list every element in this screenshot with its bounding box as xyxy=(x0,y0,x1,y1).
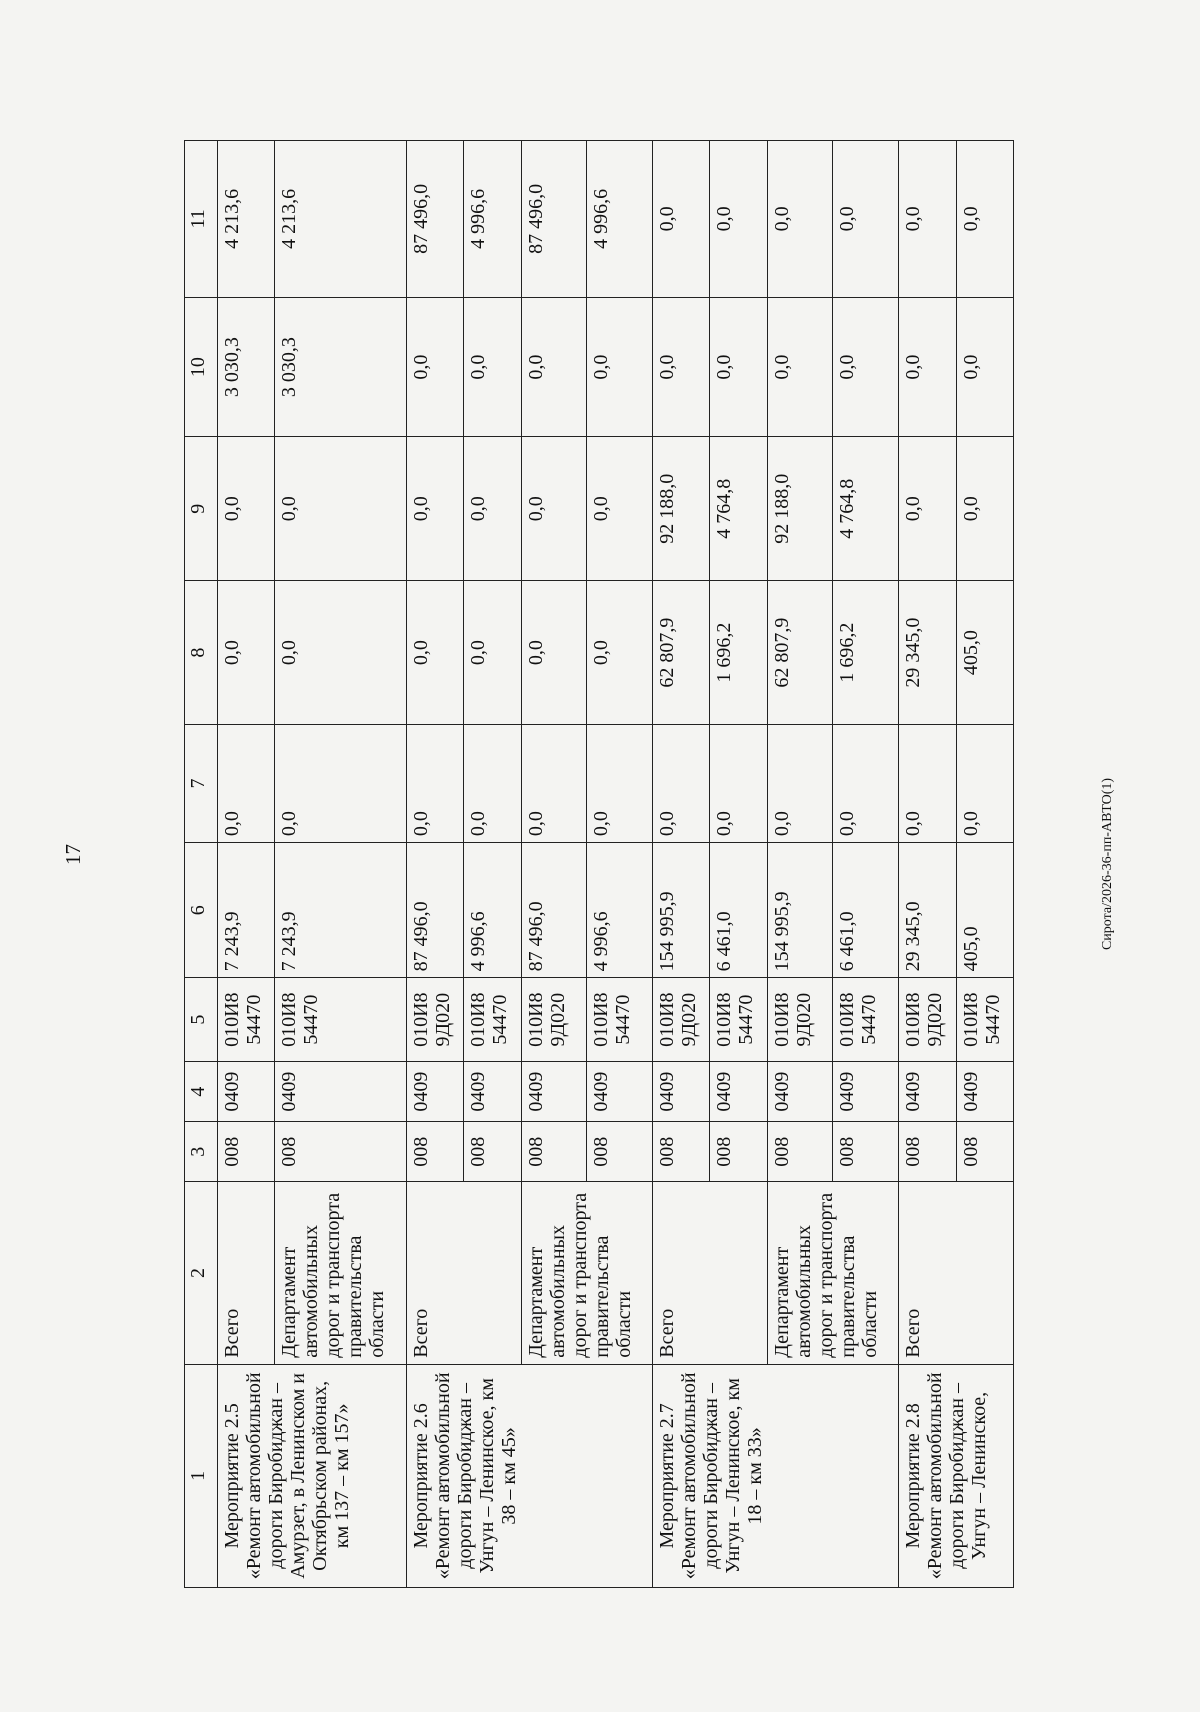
cell: 0,0 xyxy=(406,724,463,842)
executor: Департамент автомобильных дорог и транспорта правительства области xyxy=(767,1182,899,1364)
cell: 010И8 9Д020 xyxy=(653,978,710,1062)
cell: 0,0 xyxy=(275,724,407,842)
cell: 0,0 xyxy=(956,297,1013,437)
table-row xyxy=(218,141,275,1588)
cell: 87 496,0 xyxy=(406,843,463,978)
cell: 0,0 xyxy=(587,724,653,842)
col-header-6: 6 xyxy=(185,843,218,978)
cell: 3 030,3 xyxy=(218,297,275,437)
measure-name: Мероприятие 2.6 «Ремонт автомобильной дороги Биробиджан – Унгун – Ленинское, км 38 – км 45» xyxy=(406,1364,652,1587)
cell: 0,0 xyxy=(521,724,587,842)
cell: 0,0 xyxy=(710,724,767,842)
cell: 0,0 xyxy=(710,297,767,437)
cell: 0,0 xyxy=(767,724,833,842)
cell: 0,0 xyxy=(899,437,956,581)
cell: 0,0 xyxy=(275,437,407,581)
measure-name: Мероприятие 2.8 «Ремонт автомобильной дороги Биробиджан – Унгун – Ленинское, xyxy=(899,1364,1014,1587)
executor: Департамент автомобильных дорог и транспорта правительства области xyxy=(521,1182,653,1364)
cell: 010И8 9Д020 xyxy=(767,978,833,1062)
cell: 0,0 xyxy=(956,141,1013,298)
header-row xyxy=(185,141,218,1588)
cell: 0,0 xyxy=(710,141,767,298)
col-header-1: 1 xyxy=(185,1364,218,1587)
cell: 4 213,6 xyxy=(218,141,275,298)
cell: 0,0 xyxy=(587,437,653,581)
cell: 0,0 xyxy=(406,581,463,725)
cell: 0409 xyxy=(710,1062,767,1122)
cell: 0409 xyxy=(767,1062,833,1122)
cell: 008 xyxy=(464,1122,521,1182)
cell: 008 xyxy=(653,1122,710,1182)
table-row xyxy=(653,141,710,1588)
col-header-11: 11 xyxy=(185,141,218,298)
measure-name: Мероприятие 2.5 «Ремонт автомобильной дороги Биробиджан – Амурзет, в Ленинском и Октябрьском районах, км 137 – км 157» xyxy=(218,1364,407,1587)
executor: Всего xyxy=(899,1182,1014,1364)
cell: 008 xyxy=(899,1122,956,1182)
cell: 0,0 xyxy=(218,724,275,842)
table-row xyxy=(406,141,463,1588)
cell: 0,0 xyxy=(587,297,653,437)
cell: 0409 xyxy=(406,1062,463,1122)
cell: 92 188,0 xyxy=(767,437,833,581)
cell: 0,0 xyxy=(464,437,521,581)
cell: 0,0 xyxy=(521,297,587,437)
cell: 0,0 xyxy=(956,437,1013,581)
cell: 29 345,0 xyxy=(899,843,956,978)
cell: 4 996,6 xyxy=(464,843,521,978)
cell: 7 243,9 xyxy=(218,843,275,978)
cell: 008 xyxy=(406,1122,463,1182)
cell: 0,0 xyxy=(956,724,1013,842)
cell: 010И8 54470 xyxy=(275,978,407,1062)
cell: 7 243,9 xyxy=(275,843,407,978)
cell: 0,0 xyxy=(218,581,275,725)
cell: 4 996,6 xyxy=(587,141,653,298)
cell: 87 496,0 xyxy=(406,141,463,298)
cell: 0,0 xyxy=(464,724,521,842)
cell: 87 496,0 xyxy=(521,843,587,978)
cell: 0,0 xyxy=(521,581,587,725)
executor: Департамент автомобильных дорог и транспорта правительства области xyxy=(275,1182,407,1364)
cell: 0409 xyxy=(218,1062,275,1122)
col-header-5: 5 xyxy=(185,978,218,1062)
footer-doc-code: Сирота/2026-36-пп-АВТО(1) xyxy=(1100,777,1116,951)
cell: 008 xyxy=(521,1122,587,1182)
rotated-table-wrapper xyxy=(184,140,1014,1588)
cell: 0,0 xyxy=(587,581,653,725)
cell: 0,0 xyxy=(218,437,275,581)
cell: 4 213,6 xyxy=(275,141,407,298)
table-row xyxy=(899,141,956,1588)
cell: 0409 xyxy=(275,1062,407,1122)
cell: 0,0 xyxy=(899,141,956,298)
cell: 0,0 xyxy=(767,297,833,437)
cell: 010И8 54470 xyxy=(833,978,899,1062)
cell: 62 807,9 xyxy=(767,581,833,725)
cell: 87 496,0 xyxy=(521,141,587,298)
measure-name: Мероприятие 2.7 «Ремонт автомобильной дороги Биробиджан – Унгун – Ленинское, км 18 – км 33» xyxy=(653,1364,899,1587)
cell: 92 188,0 xyxy=(653,437,710,581)
executor: Всего xyxy=(218,1182,275,1364)
cell: 010И8 9Д020 xyxy=(521,978,587,1062)
budget-table xyxy=(184,140,1014,1588)
cell: 405,0 xyxy=(956,843,1013,978)
cell: 0,0 xyxy=(899,297,956,437)
cell: 010И8 54470 xyxy=(218,978,275,1062)
cell: 4 764,8 xyxy=(833,437,899,581)
cell: 0,0 xyxy=(275,581,407,725)
cell: 0,0 xyxy=(406,437,463,581)
cell: 0,0 xyxy=(833,724,899,842)
cell: 0,0 xyxy=(653,724,710,842)
cell: 008 xyxy=(767,1122,833,1182)
cell: 008 xyxy=(710,1122,767,1182)
cell: 0409 xyxy=(899,1062,956,1122)
cell: 010И8 54470 xyxy=(956,978,1013,1062)
col-header-4: 4 xyxy=(185,1062,218,1122)
cell: 0409 xyxy=(521,1062,587,1122)
cell: 154 995,9 xyxy=(767,843,833,978)
cell: 4 996,6 xyxy=(464,141,521,298)
col-header-8: 8 xyxy=(185,581,218,725)
cell: 0,0 xyxy=(521,437,587,581)
cell: 010И8 54470 xyxy=(587,978,653,1062)
cell: 0,0 xyxy=(464,581,521,725)
cell: 29 345,0 xyxy=(899,581,956,725)
cell: 4 996,6 xyxy=(587,843,653,978)
cell: 4 764,8 xyxy=(710,437,767,581)
cell: 0409 xyxy=(956,1062,1013,1122)
cell: 010И8 9Д020 xyxy=(899,978,956,1062)
cell: 0,0 xyxy=(833,141,899,298)
cell: 0,0 xyxy=(653,141,710,298)
cell: 008 xyxy=(833,1122,899,1182)
cell: 0,0 xyxy=(464,297,521,437)
cell: 1 696,2 xyxy=(710,581,767,725)
cell: 0,0 xyxy=(899,724,956,842)
cell: 6 461,0 xyxy=(833,843,899,978)
cell: 008 xyxy=(956,1122,1013,1182)
cell: 010И8 54470 xyxy=(464,978,521,1062)
col-header-9: 9 xyxy=(185,437,218,581)
cell: 0409 xyxy=(653,1062,710,1122)
cell: 0409 xyxy=(833,1062,899,1122)
col-header-2: 2 xyxy=(185,1182,218,1364)
cell: 008 xyxy=(218,1122,275,1182)
cell: 008 xyxy=(275,1122,407,1182)
cell: 3 030,3 xyxy=(275,297,407,437)
cell: 0409 xyxy=(464,1062,521,1122)
cell: 154 995,9 xyxy=(653,843,710,978)
cell: 405,0 xyxy=(956,581,1013,725)
cell: 6 461,0 xyxy=(710,843,767,978)
cell: 0,0 xyxy=(767,141,833,298)
cell: 010И8 54470 xyxy=(710,978,767,1062)
cell: 008 xyxy=(587,1122,653,1182)
cell: 0,0 xyxy=(833,297,899,437)
page-number: 17 xyxy=(61,844,85,865)
col-header-3: 3 xyxy=(185,1122,218,1182)
cell: 0,0 xyxy=(406,297,463,437)
cell: 62 807,9 xyxy=(653,581,710,725)
col-header-10: 10 xyxy=(185,297,218,437)
cell: 0409 xyxy=(587,1062,653,1122)
col-header-7: 7 xyxy=(185,724,218,842)
cell: 0,0 xyxy=(653,297,710,437)
executor: Всего xyxy=(406,1182,521,1364)
executor: Всего xyxy=(653,1182,768,1364)
cell: 1 696,2 xyxy=(833,581,899,725)
cell: 010И8 9Д020 xyxy=(406,978,463,1062)
